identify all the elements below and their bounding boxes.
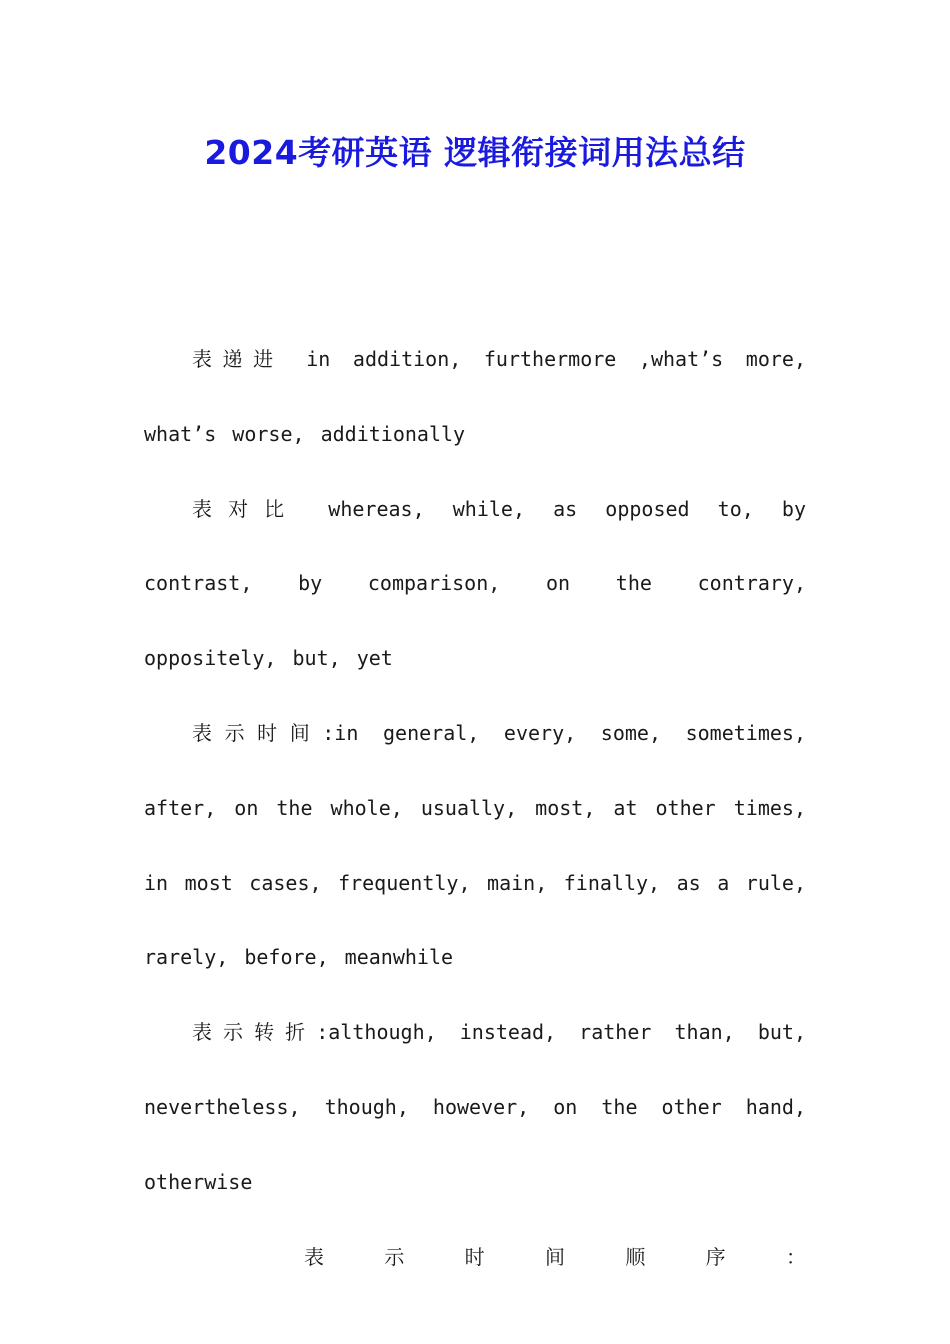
paragraph-text: in addition, furthermore ,what’s more, what’s worse, additionally <box>144 347 806 446</box>
time-order-char: 时 <box>464 1244 485 1269</box>
paragraph-text: :in general, every, some, sometimes, after, on the whole, usually, most, at other times, in most cases, frequently, main, finally, as a rule, rarely, before, meanwhile <box>144 720 806 970</box>
time-order-char: 顺 <box>625 1244 646 1269</box>
document-body <box>144 322 806 1294</box>
paragraph-time <box>144 696 806 995</box>
paragraph-transition <box>144 995 806 1219</box>
paragraph-time-order <box>144 1220 806 1295</box>
paragraph-lead: 表示转折 <box>192 1020 317 1045</box>
paragraph-lead: 表对比 <box>192 496 301 521</box>
time-order-char: 序 <box>705 1244 726 1269</box>
time-order-char: 示 <box>384 1244 405 1269</box>
time-order-char: 间 <box>544 1244 565 1269</box>
paragraph-lead: 表递进 <box>192 347 284 371</box>
paragraph-lead: 表示时间 <box>192 720 323 745</box>
document-title: 2024考研英语 逻辑衔接词用法总结 <box>204 133 746 172</box>
time-order-char: 表 <box>304 1244 324 1269</box>
time-order-char: ： <box>785 1244 806 1269</box>
paragraph-text: whereas, while, as opposed to, by contrast, by comparison, on the contrary, oppositely, but, yet <box>144 496 806 671</box>
paragraph-contrast <box>144 472 806 696</box>
paragraph-text: :although, instead, rather than, but, nevertheless, though, however, on the other hand, otherwise <box>144 1020 806 1194</box>
paragraph-progression <box>144 322 806 472</box>
